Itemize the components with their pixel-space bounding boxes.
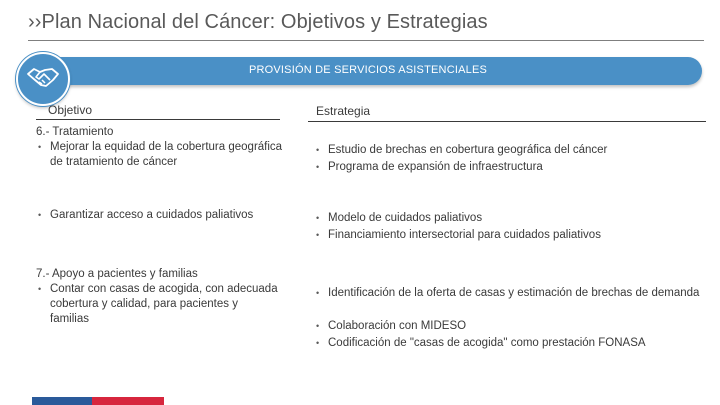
footer-bar-red <box>92 397 164 405</box>
strategy-bullet: • Estudio de brechas en cobertura geográfica del cáncer <box>316 143 718 158</box>
strategy-bullet: • Colaboración con MIDESO <box>316 319 718 334</box>
strategy-bullet: • Codificación de "casas de acogida" como prestación FONASA <box>316 336 718 351</box>
objective-title: 7.- Apoyo a pacientes y familias <box>36 268 198 280</box>
objective-bullet: • Contar con casas de acogida, con adecuada cobertura y calidad, para pacientes y familias <box>38 282 280 327</box>
strategy-bullet: • Identificación de la oferta de casas y estimación de brechas de demanda <box>316 286 718 301</box>
title-divider <box>28 40 704 41</box>
objective-bullet: • Mejorar la equidad de la cobertura geográfica de tratamiento de cáncer <box>38 140 286 170</box>
section-banner <box>34 57 702 85</box>
strategy-header-rule <box>308 121 706 122</box>
objective-header: Objetivo <box>48 103 93 117</box>
objective-bullet: • Garantizar acceso a cuidados paliativos <box>38 208 310 223</box>
footer-bar-blue <box>32 397 92 405</box>
objective-header-rule <box>36 119 280 120</box>
strategy-header: Estrategia <box>316 104 371 118</box>
handshake-icon <box>16 52 70 106</box>
strategy-bullet: • Programa de expansión de infraestructura <box>316 160 718 175</box>
strategy-bullet: • Financiamiento intersectorial para cuidados paliativos <box>316 228 718 243</box>
page-title: ››Plan Nacional del Cáncer: Objetivos y Estrategias <box>28 11 488 33</box>
objective-title: 6.- Tratamiento <box>36 126 114 138</box>
banner-label: PROVISIÓN DE SERVICIOS ASISTENCIALES <box>248 64 488 76</box>
strategy-bullet: • Modelo de cuidados paliativos <box>316 211 718 226</box>
